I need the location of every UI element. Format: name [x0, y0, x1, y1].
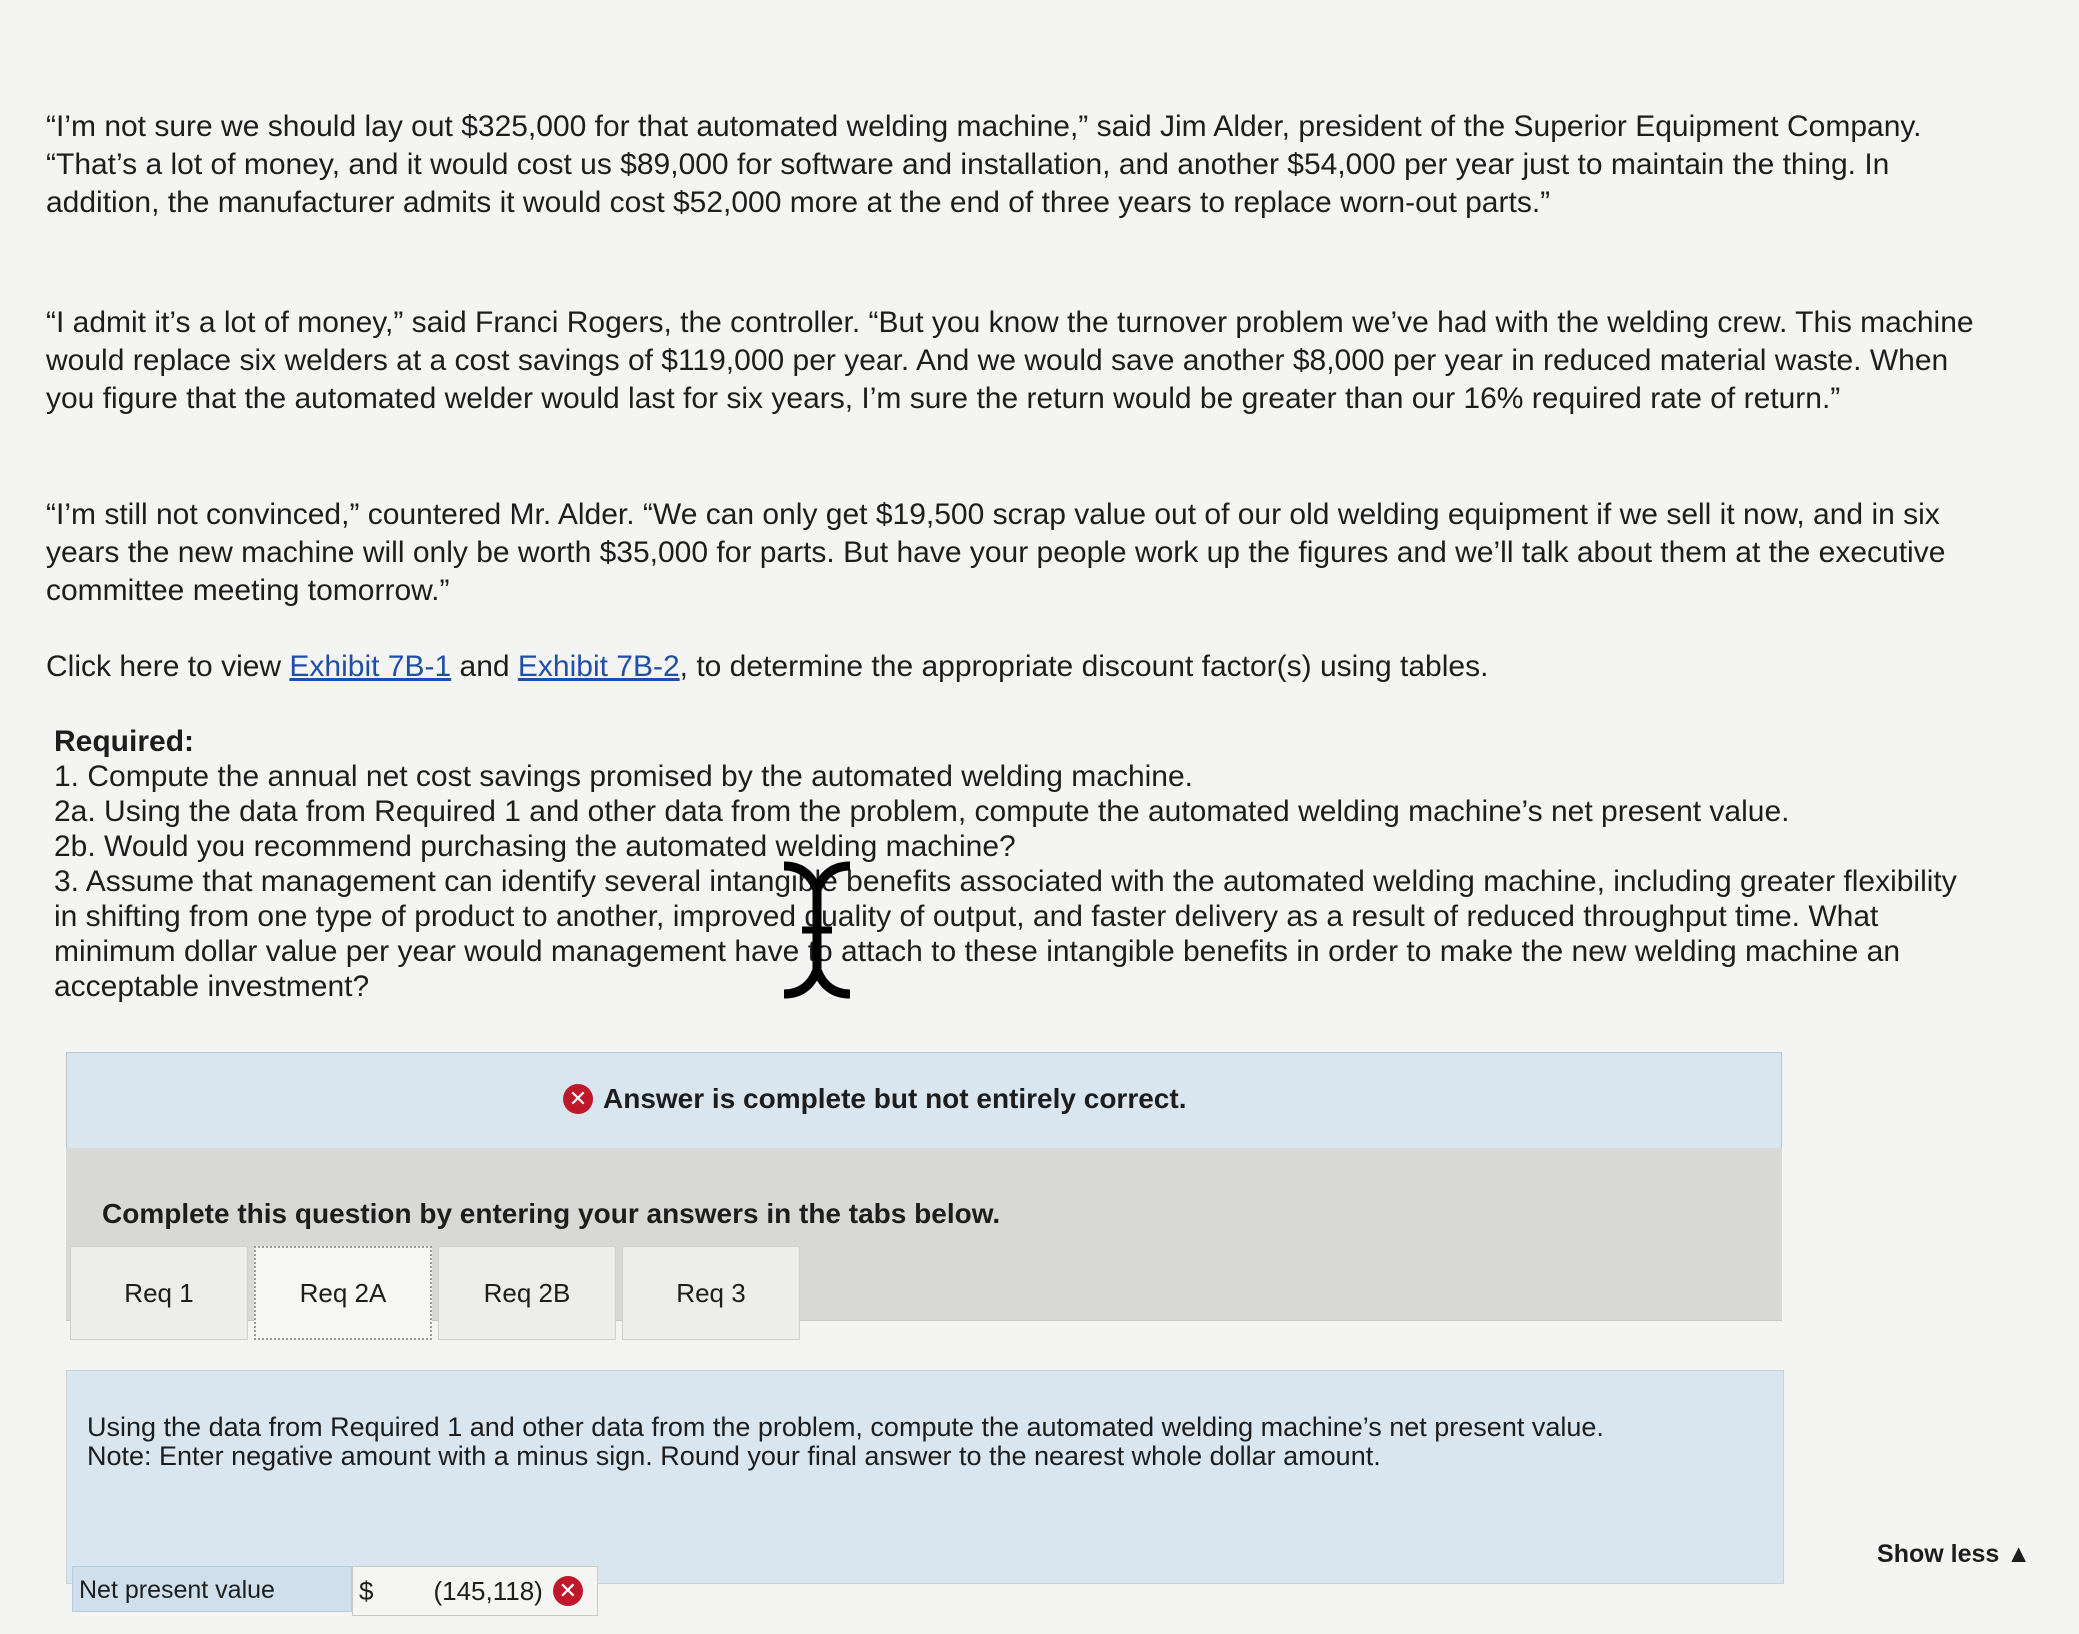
result-message: Answer is complete but not entirely correct. [603, 1083, 1187, 1114]
npv-input[interactable] [352, 1566, 598, 1616]
answer-panel [66, 1052, 1782, 1582]
instruction-text: Complete this question by entering your answers in the tabs below. [102, 1198, 1001, 1229]
question-note: Note: Enter negative amount with a minus sign. Round your final answer to the nearest whole dollar amount. [87, 1441, 1381, 1471]
story-paragraph-3: “I’m still not convinced,” countered Mr. Alder. “We can only get $19,500 scrap value out of our old welding equipment if we sell it now, and in six years the new machine will only be worth $35,000 for parts. But have your people work up the figures and we’ll talk about them at the executive committee meeting tomorrow.” [46, 498, 1946, 607]
exhibit-7b2-link[interactable]: Exhibit 7B-2 [517, 650, 680, 683]
tab-req-2b[interactable]: Req 2B [438, 1246, 616, 1340]
question-text: Using the data from Required 1 and other data from the problem, compute the automated welding machine’s net present value. [87, 1412, 1604, 1442]
tab-req-1[interactable]: Req 1 [70, 1246, 248, 1340]
result-banner [66, 1052, 1782, 1150]
tab-req-3[interactable]: Req 3 [622, 1246, 800, 1340]
tab-req-2a[interactable]: Req 2A [254, 1246, 432, 1340]
error-icon: ✕ [563, 1084, 593, 1114]
npv-label: Net present value [72, 1566, 352, 1612]
answer-row [72, 1566, 598, 1616]
currency-symbol: $ [359, 1576, 374, 1606]
show-less-button[interactable]: Show less ▲ [1877, 1540, 2031, 1568]
exhibit-instructions: Click here to view Exhibit 7B-1 and Exhibit 7B-2, to determine the appropriate discount factor(s) using tables. [46, 650, 1489, 683]
req-tabs [70, 1246, 806, 1340]
required-section [54, 724, 1974, 1004]
triangle-up-icon: ▲ [2006, 1540, 2031, 1568]
npv-value: (145,118) [433, 1576, 543, 1606]
required-item-2a: 2a. Using the data from Required 1 and other data from the problem, compute the automated welding machine’s net present value. [54, 795, 1790, 828]
tab-content [66, 1370, 1784, 1584]
story-paragraph-2: “I admit it’s a lot of money,” said Franci Rogers, the controller. “But you know the turnover problem we’ve had with the welding crew. This machine would replace six welders at a cost savings of $119,000 per year. And we would save another $8,000 per year in reduced material waste. When you figure that the automated welder would last for six years, I’m sure the return would be greater than our 16% required rate of return.” [46, 306, 1974, 415]
text-cursor-icon [778, 860, 856, 1000]
story-paragraph-1: “I’m not sure we should lay out $325,000 for that automated welding machine,” said Jim Alder, president of the Superior Equipment Company. “That’s a lot of money, and it would cost us $89,000 for software and installation, and another $54,000 per year just to maintain the thing. In addition, the manufacturer admits it would cost $52,000 more at the end of three years to replace worn-out parts.” [46, 110, 1922, 219]
required-item-2b: 2b. Would you recommend purchasing the automated welding machine? [54, 830, 1016, 863]
required-title: Required: [54, 725, 195, 758]
required-item-3: 3. Assume that management can identify several intangible benefits associated with the automated welding machine, including greater flexibility in shifting from one type of product to another, improved quality of output, and faster delivery as a result of reduced throughput time. What minimum dollar value per year would management have to attach to these intangible benefits in order to make the new welding machine an acceptable investment? [54, 865, 1957, 1003]
incorrect-icon: ✕ [553, 1576, 583, 1606]
required-item-1: 1. Compute the annual net cost savings promised by the automated welding machine. [54, 760, 1194, 793]
exhibit-7b1-link[interactable]: Exhibit 7B-1 [289, 650, 452, 683]
